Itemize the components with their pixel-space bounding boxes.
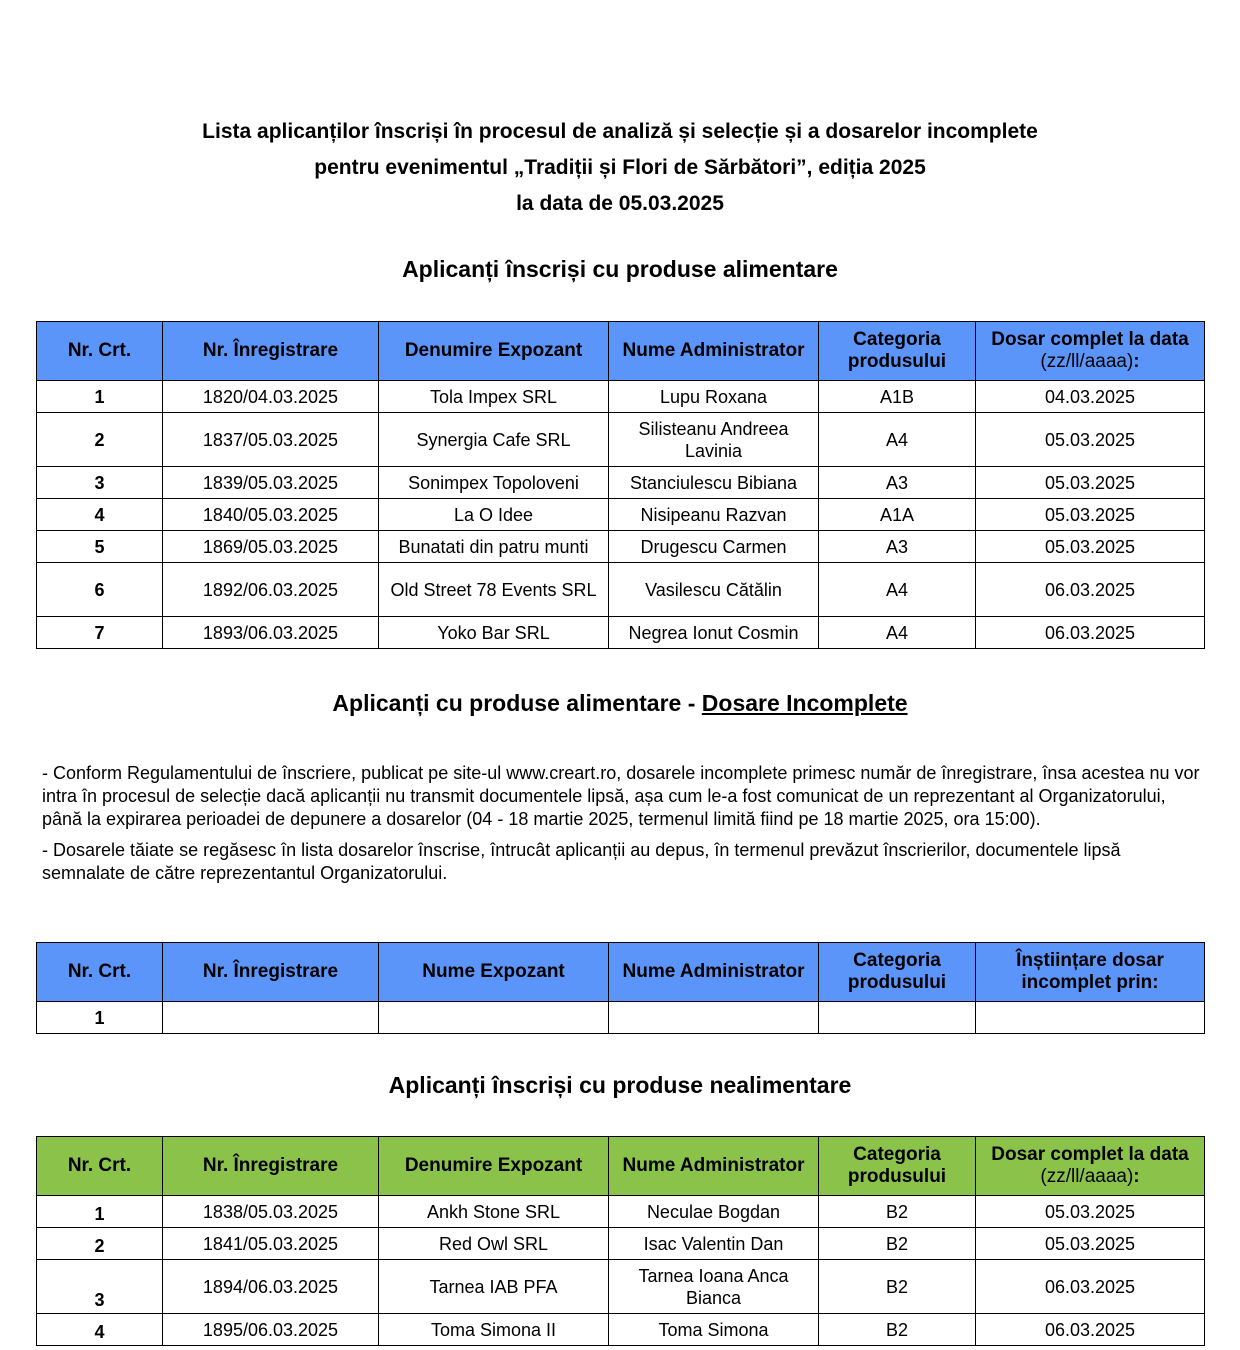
cell-nr: 2 bbox=[37, 413, 163, 467]
cell-date: 05.03.2025 bbox=[976, 531, 1205, 563]
heading-underlined-text: Dosare Incomplete bbox=[701, 690, 908, 716]
table-row bbox=[37, 499, 1205, 531]
table-row bbox=[37, 563, 1205, 617]
cell-date: 06.03.2025 bbox=[976, 1314, 1205, 1346]
cell-category: B2 bbox=[819, 1260, 976, 1314]
cell-nr: 4 bbox=[37, 1314, 163, 1346]
table-row bbox=[37, 413, 1205, 467]
cell-category: A4 bbox=[819, 563, 976, 617]
col-header-nume-administrator: Nume Administrator bbox=[609, 1137, 819, 1196]
cell-reg: 1840/05.03.2025 bbox=[163, 499, 379, 531]
table-header-row bbox=[37, 943, 1205, 1002]
col-header-nume-administrator: Nume Administrator bbox=[609, 322, 819, 381]
col-header-dosar-complet bbox=[976, 1137, 1205, 1196]
cell-name: Yoko Bar SRL bbox=[379, 617, 609, 649]
col-header-nume-administrator: Nume Administrator bbox=[609, 943, 819, 1002]
cell-nr: 7 bbox=[37, 617, 163, 649]
colon: : bbox=[1133, 351, 1140, 372]
note-paragraph-1: - Conform Regulamentului de înscriere, publicat pe site-ul www.creart.ro, dosarele incomplete primesc număr de înregistrare, însa acestea nu vor intra în procesul de selecție dacă aplicanții nu transmit documentele lipsă, așa cum le-a fost comunicat de un reprezentant al Organizatorului, până la expirarea perioadei de depunere a dosarelor (04 - 18 martie 2025, termenul limită fiind pe 18 martie 2025, ora 15:00). bbox=[42, 763, 1200, 829]
cell-reg: 1841/05.03.2025 bbox=[163, 1228, 379, 1260]
document-title bbox=[0, 114, 1240, 222]
cell-admin: Nisipeanu Razvan bbox=[609, 499, 819, 531]
heading-text: Aplicanți cu produse alimentare - bbox=[332, 690, 702, 716]
col-header-nr-inregistrare: Nr. Înregistrare bbox=[163, 1137, 379, 1196]
col-header-categoria-produsului: Categoria produsului bbox=[819, 1137, 976, 1196]
cell-admin: Toma Simona bbox=[609, 1314, 819, 1346]
cell-name: Old Street 78 Events SRL bbox=[379, 563, 609, 617]
cell-admin: Lupu Roxana bbox=[609, 381, 819, 413]
cell-nr: 5 bbox=[37, 531, 163, 563]
col-header-nr-inregistrare: Nr. Înregistrare bbox=[163, 943, 379, 1002]
table-header-row bbox=[37, 1137, 1205, 1196]
table-row bbox=[37, 1260, 1205, 1314]
colon: : bbox=[1133, 1166, 1140, 1187]
cell-admin: Vasilescu Cătălin bbox=[609, 563, 819, 617]
cell-date: 05.03.2025 bbox=[976, 1228, 1205, 1260]
col-header-nr-crt: Nr. Crt. bbox=[37, 322, 163, 381]
cell-category: A3 bbox=[819, 467, 976, 499]
cell-name: Synergia Cafe SRL bbox=[379, 413, 609, 467]
cell-notice bbox=[976, 1002, 1205, 1034]
cell-category: A4 bbox=[819, 413, 976, 467]
col-header-instiintare: Înștiințare dosar incomplet prin: bbox=[976, 943, 1205, 1002]
cell-category: A1A bbox=[819, 499, 976, 531]
table-food-applicants bbox=[36, 321, 1205, 649]
incomplete-notes bbox=[42, 762, 1202, 893]
cell-nr: 6 bbox=[37, 563, 163, 617]
cell-admin: Silisteanu Andreea Lavinia bbox=[609, 413, 819, 467]
cell-admin: Tarnea Ioana Anca Bianca bbox=[609, 1260, 819, 1314]
section-heading-incomplete bbox=[0, 690, 1240, 717]
cell-name: Toma Simona II bbox=[379, 1314, 609, 1346]
cell-nr: 3 bbox=[37, 1260, 163, 1314]
table-row bbox=[37, 1314, 1205, 1346]
cell-admin: Drugescu Carmen bbox=[609, 531, 819, 563]
cell-category: B2 bbox=[819, 1196, 976, 1228]
col-header-nr-crt: Nr. Crt. bbox=[37, 943, 163, 1002]
table-row bbox=[37, 1196, 1205, 1228]
cell-reg: 1869/05.03.2025 bbox=[163, 531, 379, 563]
col-header-nr-inregistrare: Nr. Înregistrare bbox=[163, 322, 379, 381]
cell-reg: 1892/06.03.2025 bbox=[163, 563, 379, 617]
cell-date: 05.03.2025 bbox=[976, 467, 1205, 499]
cell-date: 05.03.2025 bbox=[976, 499, 1205, 531]
cell-category: A4 bbox=[819, 617, 976, 649]
table-nonfood-applicants bbox=[36, 1136, 1205, 1346]
col-header-denumire-expozant: Denumire Expozant bbox=[379, 1137, 609, 1196]
cell-reg: 1820/04.03.2025 bbox=[163, 381, 379, 413]
cell-category: B2 bbox=[819, 1314, 976, 1346]
cell-nr: 1 bbox=[37, 1002, 163, 1034]
title-line-1: Lista aplicanților înscriși în procesul de analiză și selecție și a dosarelor incomplete bbox=[202, 120, 1038, 143]
cell-name: Tola Impex SRL bbox=[379, 381, 609, 413]
date-format-hint: (zz/ll/aaaa) bbox=[1040, 1166, 1134, 1187]
col-header-categoria-produsului: Categoria produsului bbox=[819, 322, 976, 381]
cell-name bbox=[379, 1002, 609, 1034]
table-row bbox=[37, 617, 1205, 649]
cell-nr: 3 bbox=[37, 467, 163, 499]
section-heading-food: Aplicanți înscriși cu produse alimentare bbox=[402, 256, 838, 282]
cell-category bbox=[819, 1002, 976, 1034]
cell-admin: Negrea Ionut Cosmin bbox=[609, 617, 819, 649]
cell-nr: 2 bbox=[37, 1228, 163, 1260]
cell-name: Ankh Stone SRL bbox=[379, 1196, 609, 1228]
dosar-label: Dosar complet la data bbox=[991, 329, 1189, 350]
cell-reg: 1894/06.03.2025 bbox=[163, 1260, 379, 1314]
cell-category: A3 bbox=[819, 531, 976, 563]
cell-date: 05.03.2025 bbox=[976, 413, 1205, 467]
cell-date: 04.03.2025 bbox=[976, 381, 1205, 413]
table-row bbox=[37, 1002, 1205, 1034]
cell-category: B2 bbox=[819, 1228, 976, 1260]
note-paragraph-2: - Dosarele tăiate se regăsesc în lista dosarelor înscrise, întrucât aplicanții au depus, în termenul prevăzut înscrierilor, documentele lipsă semnalate de către reprezentantul Organizatorului. bbox=[42, 840, 1121, 883]
cell-nr: 1 bbox=[37, 381, 163, 413]
cell-reg: 1838/05.03.2025 bbox=[163, 1196, 379, 1228]
cell-nr: 4 bbox=[37, 499, 163, 531]
cell-admin: Neculae Bogdan bbox=[609, 1196, 819, 1228]
table-row bbox=[37, 531, 1205, 563]
cell-reg bbox=[163, 1002, 379, 1034]
cell-reg: 1839/05.03.2025 bbox=[163, 467, 379, 499]
table-row bbox=[37, 1228, 1205, 1260]
cell-reg: 1895/06.03.2025 bbox=[163, 1314, 379, 1346]
col-header-dosar-complet bbox=[976, 322, 1205, 381]
col-header-denumire-expozant: Denumire Expozant bbox=[379, 322, 609, 381]
table-incomplete-dossiers bbox=[36, 942, 1205, 1034]
date-format-hint: (zz/ll/aaaa) bbox=[1040, 351, 1134, 372]
col-header-nr-crt: Nr. Crt. bbox=[37, 1137, 163, 1196]
table-row bbox=[37, 381, 1205, 413]
cell-name: Sonimpex Topoloveni bbox=[379, 467, 609, 499]
section-heading-nonfood: Aplicanți înscriși cu produse nealimentare bbox=[388, 1072, 852, 1098]
cell-nr: 1 bbox=[37, 1196, 163, 1228]
cell-name: La O Idee bbox=[379, 499, 609, 531]
cell-admin: Stanciulescu Bibiana bbox=[609, 467, 819, 499]
cell-date: 06.03.2025 bbox=[976, 1260, 1205, 1314]
cell-admin: Isac Valentin Dan bbox=[609, 1228, 819, 1260]
dosar-label: Dosar complet la data bbox=[991, 1144, 1189, 1165]
cell-name: Bunatati din patru munti bbox=[379, 531, 609, 563]
table-row bbox=[37, 467, 1205, 499]
col-header-nume-expozant: Nume Expozant bbox=[379, 943, 609, 1002]
cell-date: 05.03.2025 bbox=[976, 1196, 1205, 1228]
title-line-2: pentru evenimentul „Tradiții și Flori de Sărbători”, ediția 2025 bbox=[314, 156, 926, 179]
cell-name: Red Owl SRL bbox=[379, 1228, 609, 1260]
cell-date: 06.03.2025 bbox=[976, 563, 1205, 617]
cell-reg: 1893/06.03.2025 bbox=[163, 617, 379, 649]
table-header-row bbox=[37, 322, 1205, 381]
cell-category: A1B bbox=[819, 381, 976, 413]
cell-name: Tarnea IAB PFA bbox=[379, 1260, 609, 1314]
cell-reg: 1837/05.03.2025 bbox=[163, 413, 379, 467]
cell-admin bbox=[609, 1002, 819, 1034]
cell-date: 06.03.2025 bbox=[976, 617, 1205, 649]
title-line-3: la data de 05.03.2025 bbox=[516, 192, 724, 215]
col-header-categoria-produsului: Categoria produsului bbox=[819, 943, 976, 1002]
